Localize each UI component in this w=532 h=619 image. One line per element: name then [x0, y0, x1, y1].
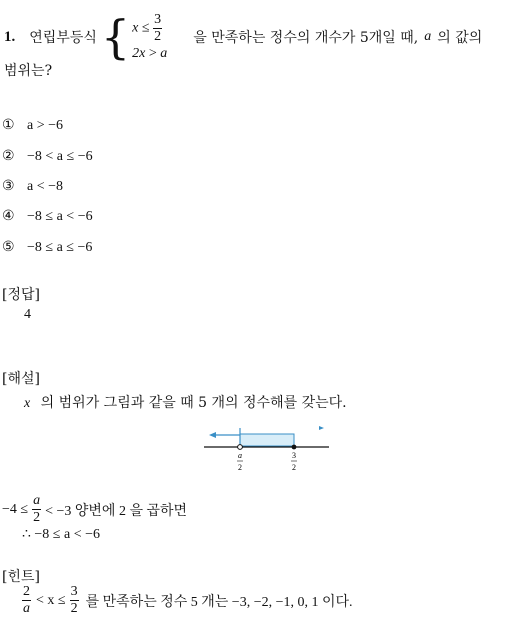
- choice-2[interactable]: [2, 148, 93, 165]
- hint-heading: [힌트]: [2, 569, 40, 585]
- system-brace: {: [100, 10, 131, 64]
- question-condition: 을 만족하는 정수의 개수가 5개일 때,: [193, 30, 419, 46]
- choice-text: −8 < a ≤ −6: [27, 149, 93, 164]
- choice-text: a < −8: [27, 179, 64, 194]
- question-second-line: 범위는?: [4, 63, 53, 79]
- question-number: 1.: [4, 28, 16, 45]
- answer-heading: [정답]: [2, 287, 40, 303]
- closed-point: [292, 445, 297, 450]
- open-point: [238, 445, 243, 450]
- number-line-figure: [200, 420, 335, 478]
- fraction: $\frac{a}{2}$: [33, 493, 41, 525]
- system-line-1: x ≤ $\frac{3}{2}$: [132, 11, 162, 44]
- variable-a: a: [424, 29, 432, 44]
- choice-4[interactable]: [2, 208, 93, 225]
- inequality-system: [132, 13, 167, 62]
- right-label-denominator: 2: [292, 463, 296, 472]
- explanation-heading: [해설]: [2, 371, 40, 387]
- explanation-sentence: x 의 범위가 그림과 같을 때 5 개의 정수해를 갖는다.: [24, 395, 347, 411]
- arrow-marker-icon: [319, 426, 324, 430]
- arrow-left-icon: [209, 432, 216, 438]
- variable-x: x: [24, 396, 31, 411]
- explanation-step: −4 ≤ $\frac{a}{2}$ < −3 양변에 2 을 곱하면: [2, 493, 188, 525]
- fraction: $\frac{2}{a}$: [23, 584, 30, 616]
- system-line-2: 2x > a: [132, 45, 168, 61]
- choice-text: −8 ≤ a ≤ −6: [27, 240, 93, 255]
- choice-1[interactable]: [2, 117, 63, 134]
- left-label-denominator: 2: [238, 463, 242, 472]
- choice-marker: ⑤: [2, 239, 15, 255]
- fraction: $\frac{3}{2}$: [70, 584, 78, 616]
- solution-range-shade: [240, 434, 294, 446]
- choice-text: −8 ≤ a < −6: [27, 209, 93, 224]
- left-label-numerator: a: [238, 451, 242, 460]
- choice-marker: ④: [2, 208, 15, 224]
- choice-marker: ①: [2, 117, 15, 133]
- choice-3[interactable]: [2, 178, 63, 195]
- explanation-conclusion: ∴ −8 ≤ a < −6: [22, 527, 100, 542]
- fraction: $\frac{3}{2}$: [154, 11, 162, 44]
- choice-marker: ②: [2, 148, 15, 164]
- question-condition-end: 의 값의: [437, 30, 483, 46]
- right-label-numerator: 3: [292, 451, 296, 460]
- choice-text: a > −6: [27, 118, 64, 133]
- question-lead: 연립부등식: [29, 30, 97, 46]
- choice-marker: ③: [2, 178, 15, 194]
- hint-line: $\frac{2}{a}$ < x ≤ $\frac{3}{2}$ 를 만족하는 정수 5 개는 −3, −2, −1, 0, 1 이다.: [23, 584, 353, 616]
- question-line: [4, 12, 482, 62]
- answer-value: 4: [24, 307, 31, 322]
- choice-5[interactable]: [2, 239, 92, 256]
